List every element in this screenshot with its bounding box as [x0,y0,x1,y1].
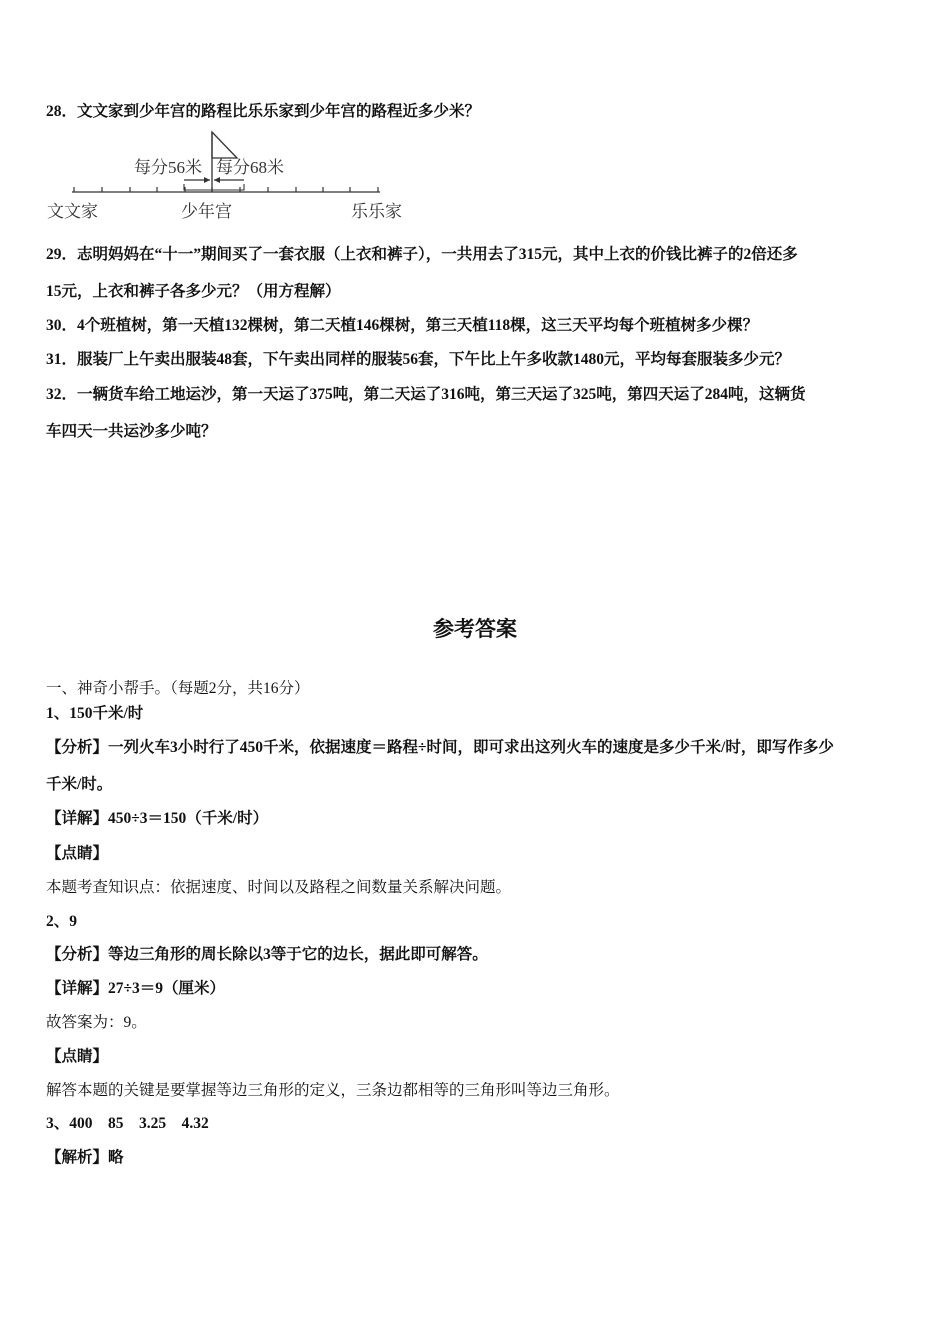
answer-2: 2、9 [46,913,78,930]
answer-1-tip: 本题考查知识点：依据速度、时间以及路程之间数量关系解决问题。 [46,879,512,896]
answer-3-analysis: 【解析】略 [46,1149,124,1166]
question-29-line2: 15元，上衣和裤子各多少元？（用方程解） [46,283,341,300]
question-30: 30．4个班植树，第一天植132棵树，第二天植146棵树，第三天植118棵，这三天平均每个班植树多少棵？ [46,317,759,334]
question-32-line2: 车四天一共运沙多少吨？ [46,423,217,440]
answer-1-detail: 【详解】450÷3＝150（千米/时） [46,810,269,827]
route-diagram [44,126,424,226]
place-right-label: 乐乐家 [351,202,402,221]
flag [212,132,237,158]
answer-title: 参考答案 [433,617,517,641]
answer-2-result: 故答案为：9。 [46,1014,147,1031]
question-28: 28．文文家到少年宫的路程比乐乐家到少年宫的路程近多少米？ [46,103,481,120]
answer-1-analysis-line2: 千米/时。 [46,776,113,793]
question-32-line1: 32．一辆货车给工地运沙，第一天运了375吨，第二天运了316吨，第三天运了325吨，第四天运了284吨，这辆货 [46,386,806,403]
speed-left-label: 每分56米 [134,158,202,177]
answer-1-analysis-line1: 【分析】一列火车3小时行了450千米，依据速度＝路程÷时间，即可求出这列火车的速度是多少千米/时，即写作多少 [46,739,834,756]
answer-1-tip-label: 【点睛】 [46,845,109,862]
answer-2-tip-label: 【点睛】 [46,1048,109,1065]
speed-right-label: 每分68米 [216,158,284,177]
question-29-line1: 29．志明妈妈在“十一”期间买了一套衣服（上衣和裤子），一共用去了315元，其中上衣的价钱比裤子的2倍还多 [46,246,798,263]
arrow-left-head [204,177,210,183]
answer-2-tip: 解答本题的关键是要掌握等边三角形的定义，三条边都相等的三角形叫等边三角形。 [46,1082,620,1099]
question-31: 31．服装厂上午卖出服装48套，下午卖出同样的服装56套，下午比上午多收款1480元，平均每套服装多少元？ [46,351,791,368]
answer-2-analysis: 【分析】等边三角形的周长除以3等于它的边长，据此即可解答。 [46,946,488,963]
bracket [184,184,244,190]
place-left-label: 文文家 [47,202,98,221]
answer-2-detail: 【详解】27÷3＝9（厘米） [46,980,226,997]
place-middle-label: 少年宫 [181,202,232,221]
answer-section-heading: 一、神奇小帮手。（每题2分，共16分） [46,680,310,697]
answer-3: 3、400 85 3.25 4.32 [46,1115,209,1132]
answer-1: 1、150千米/时 [46,705,144,722]
arrow-right-head [214,177,220,183]
